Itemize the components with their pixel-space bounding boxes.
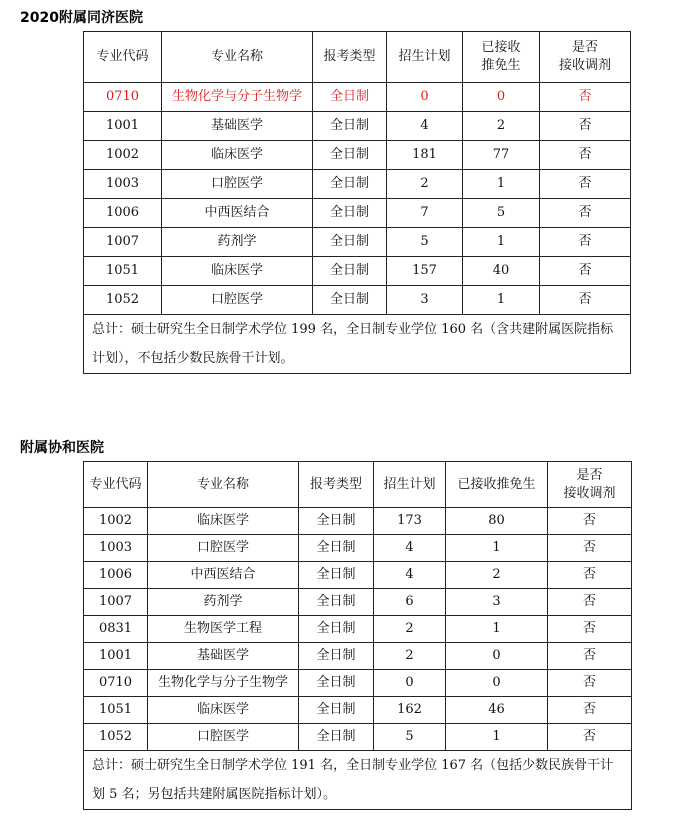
cell-major-name: 生物化学与分子生物学 bbox=[148, 670, 299, 697]
table-row bbox=[84, 670, 632, 697]
cell-enrollment-plan: 4 bbox=[374, 562, 446, 589]
cell-exam-type: 全日制 bbox=[313, 286, 387, 315]
cell-exam-type: 全日制 bbox=[299, 697, 374, 724]
cell-major-code: 1006 bbox=[84, 199, 162, 228]
cell-adjustment-accepted: 否 bbox=[540, 112, 631, 141]
cell-major-name: 中西医结合 bbox=[148, 562, 299, 589]
table-body bbox=[84, 508, 632, 751]
table-header bbox=[84, 32, 631, 83]
tongji-admission-table bbox=[83, 31, 631, 374]
header-major-code: 专业代码 bbox=[84, 462, 148, 508]
header-exam-type: 报考类型 bbox=[299, 462, 374, 508]
cell-major-code: 1006 bbox=[84, 562, 148, 589]
cell-exam-type: 全日制 bbox=[299, 562, 374, 589]
cell-enrollment-plan: 2 bbox=[374, 616, 446, 643]
cell-adjustment-accepted: 否 bbox=[548, 589, 632, 616]
table-row bbox=[84, 643, 632, 670]
cell-recommended-accepted: 1 bbox=[463, 228, 540, 257]
cell-major-name: 临床医学 bbox=[162, 257, 313, 286]
total-note: 总计：硕士研究生全日制学术学位 199 名，全日制专业学位 160 名（含共建附属医院指标计划），不包括少数民族骨干计划。 bbox=[84, 315, 631, 374]
cell-exam-type: 全日制 bbox=[313, 199, 387, 228]
table-row bbox=[84, 141, 631, 170]
cell-exam-type: 全日制 bbox=[299, 589, 374, 616]
header-recommended-accepted: 已接收 推免生 bbox=[463, 32, 540, 83]
cell-major-name: 口腔医学 bbox=[148, 535, 299, 562]
cell-recommended-accepted: 2 bbox=[463, 112, 540, 141]
cell-major-code: 1007 bbox=[84, 589, 148, 616]
cell-exam-type: 全日制 bbox=[299, 670, 374, 697]
cell-recommended-accepted: 0 bbox=[446, 643, 548, 670]
cell-recommended-accepted: 1 bbox=[463, 170, 540, 199]
cell-adjustment-accepted: 否 bbox=[540, 83, 631, 112]
cell-recommended-accepted: 0 bbox=[446, 670, 548, 697]
header-major-name: 专业名称 bbox=[162, 32, 313, 83]
cell-exam-type: 全日制 bbox=[299, 643, 374, 670]
total-note: 总计：硕士研究生全日制学术学位 191 名，全日制专业学位 167 名（包括少数民族骨干计划 5 名；另包括共建附属医院指标计划）。 bbox=[84, 751, 632, 810]
header-enrollment-plan: 招生计划 bbox=[387, 32, 463, 83]
cell-major-code: 1003 bbox=[84, 170, 162, 199]
cell-recommended-accepted: 1 bbox=[446, 616, 548, 643]
table-row bbox=[84, 589, 632, 616]
cell-major-code: 1001 bbox=[84, 112, 162, 141]
cell-exam-type: 全日制 bbox=[313, 228, 387, 257]
table-row bbox=[84, 83, 631, 112]
header-major-name: 专业名称 bbox=[148, 462, 299, 508]
cell-major-code: 1003 bbox=[84, 535, 148, 562]
cell-enrollment-plan: 2 bbox=[374, 643, 446, 670]
cell-exam-type: 全日制 bbox=[313, 257, 387, 286]
cell-major-code: 1052 bbox=[84, 724, 148, 751]
cell-adjustment-accepted: 否 bbox=[548, 724, 632, 751]
cell-major-name: 中西医结合 bbox=[162, 199, 313, 228]
table-row bbox=[84, 199, 631, 228]
cell-major-name: 口腔医学 bbox=[162, 170, 313, 199]
cell-exam-type: 全日制 bbox=[313, 141, 387, 170]
cell-recommended-accepted: 3 bbox=[446, 589, 548, 616]
cell-major-name: 生物化学与分子生物学 bbox=[162, 83, 313, 112]
table-row bbox=[84, 724, 632, 751]
cell-enrollment-plan: 4 bbox=[387, 112, 463, 141]
cell-major-name: 药剂学 bbox=[162, 228, 313, 257]
cell-major-name: 基础医学 bbox=[162, 112, 313, 141]
table-row bbox=[84, 286, 631, 315]
cell-adjustment-accepted: 否 bbox=[548, 535, 632, 562]
cell-exam-type: 全日制 bbox=[299, 724, 374, 751]
table-row bbox=[84, 535, 632, 562]
cell-recommended-accepted: 1 bbox=[446, 724, 548, 751]
cell-major-code: 1051 bbox=[84, 257, 162, 286]
header-enrollment-plan: 招生计划 bbox=[374, 462, 446, 508]
cell-exam-type: 全日制 bbox=[313, 112, 387, 141]
table-row bbox=[84, 508, 632, 535]
header-adjustment-accepted: 是否 接收调剂 bbox=[540, 32, 631, 83]
header-major-code: 专业代码 bbox=[84, 32, 162, 83]
cell-major-code: 1002 bbox=[84, 141, 162, 170]
table-header bbox=[84, 462, 632, 508]
cell-exam-type: 全日制 bbox=[299, 508, 374, 535]
cell-major-code: 1002 bbox=[84, 508, 148, 535]
cell-enrollment-plan: 7 bbox=[387, 199, 463, 228]
cell-major-name: 临床医学 bbox=[148, 697, 299, 724]
cell-adjustment-accepted: 否 bbox=[548, 697, 632, 724]
cell-enrollment-plan: 6 bbox=[374, 589, 446, 616]
cell-recommended-accepted: 46 bbox=[446, 697, 548, 724]
header-adjustment-accepted: 是否 接收调剂 bbox=[548, 462, 632, 508]
cell-major-name: 口腔医学 bbox=[148, 724, 299, 751]
cell-major-name: 生物医学工程 bbox=[148, 616, 299, 643]
cell-major-code: 1001 bbox=[84, 643, 148, 670]
table-row bbox=[84, 112, 631, 141]
cell-exam-type: 全日制 bbox=[313, 83, 387, 112]
cell-enrollment-plan: 0 bbox=[374, 670, 446, 697]
header-recommended-accepted: 已接收推免生 bbox=[446, 462, 548, 508]
cell-recommended-accepted: 2 bbox=[446, 562, 548, 589]
cell-enrollment-plan: 157 bbox=[387, 257, 463, 286]
cell-enrollment-plan: 162 bbox=[374, 697, 446, 724]
cell-adjustment-accepted: 否 bbox=[540, 141, 631, 170]
cell-enrollment-plan: 0 bbox=[387, 83, 463, 112]
cell-major-code: 1007 bbox=[84, 228, 162, 257]
cell-adjustment-accepted: 否 bbox=[548, 562, 632, 589]
cell-major-code: 1052 bbox=[84, 286, 162, 315]
header-exam-type: 报考类型 bbox=[313, 32, 387, 83]
cell-major-code: 1051 bbox=[84, 697, 148, 724]
cell-major-name: 基础医学 bbox=[148, 643, 299, 670]
cell-adjustment-accepted: 否 bbox=[548, 616, 632, 643]
cell-major-code: 0710 bbox=[84, 83, 162, 112]
table-row bbox=[84, 697, 632, 724]
cell-major-name: 口腔医学 bbox=[162, 286, 313, 315]
cell-recommended-accepted: 1 bbox=[446, 535, 548, 562]
cell-major-code: 0831 bbox=[84, 616, 148, 643]
cell-enrollment-plan: 3 bbox=[387, 286, 463, 315]
cell-adjustment-accepted: 否 bbox=[540, 257, 631, 286]
cell-exam-type: 全日制 bbox=[299, 616, 374, 643]
cell-adjustment-accepted: 否 bbox=[548, 643, 632, 670]
table-row bbox=[84, 170, 631, 199]
cell-major-name: 药剂学 bbox=[148, 589, 299, 616]
section1-title: 2020附属同济医院 bbox=[20, 10, 143, 26]
section2-title: 附属协和医院 bbox=[20, 440, 104, 456]
cell-major-name: 临床医学 bbox=[162, 141, 313, 170]
xiehe-admission-table bbox=[83, 461, 632, 810]
cell-recommended-accepted: 5 bbox=[463, 199, 540, 228]
cell-adjustment-accepted: 否 bbox=[540, 199, 631, 228]
cell-enrollment-plan: 181 bbox=[387, 141, 463, 170]
table-row bbox=[84, 228, 631, 257]
cell-recommended-accepted: 77 bbox=[463, 141, 540, 170]
table-body bbox=[84, 83, 631, 315]
cell-enrollment-plan: 173 bbox=[374, 508, 446, 535]
cell-adjustment-accepted: 否 bbox=[548, 670, 632, 697]
cell-exam-type: 全日制 bbox=[313, 170, 387, 199]
cell-major-name: 临床医学 bbox=[148, 508, 299, 535]
cell-enrollment-plan: 5 bbox=[387, 228, 463, 257]
table-row bbox=[84, 562, 632, 589]
cell-recommended-accepted: 40 bbox=[463, 257, 540, 286]
cell-major-code: 0710 bbox=[84, 670, 148, 697]
cell-enrollment-plan: 5 bbox=[374, 724, 446, 751]
cell-adjustment-accepted: 否 bbox=[548, 508, 632, 535]
cell-exam-type: 全日制 bbox=[299, 535, 374, 562]
cell-enrollment-plan: 4 bbox=[374, 535, 446, 562]
cell-recommended-accepted: 80 bbox=[446, 508, 548, 535]
cell-adjustment-accepted: 否 bbox=[540, 286, 631, 315]
cell-adjustment-accepted: 否 bbox=[540, 170, 631, 199]
table-row bbox=[84, 616, 632, 643]
table-row bbox=[84, 257, 631, 286]
cell-recommended-accepted: 1 bbox=[463, 286, 540, 315]
cell-enrollment-plan: 2 bbox=[387, 170, 463, 199]
cell-adjustment-accepted: 否 bbox=[540, 228, 631, 257]
cell-recommended-accepted: 0 bbox=[463, 83, 540, 112]
